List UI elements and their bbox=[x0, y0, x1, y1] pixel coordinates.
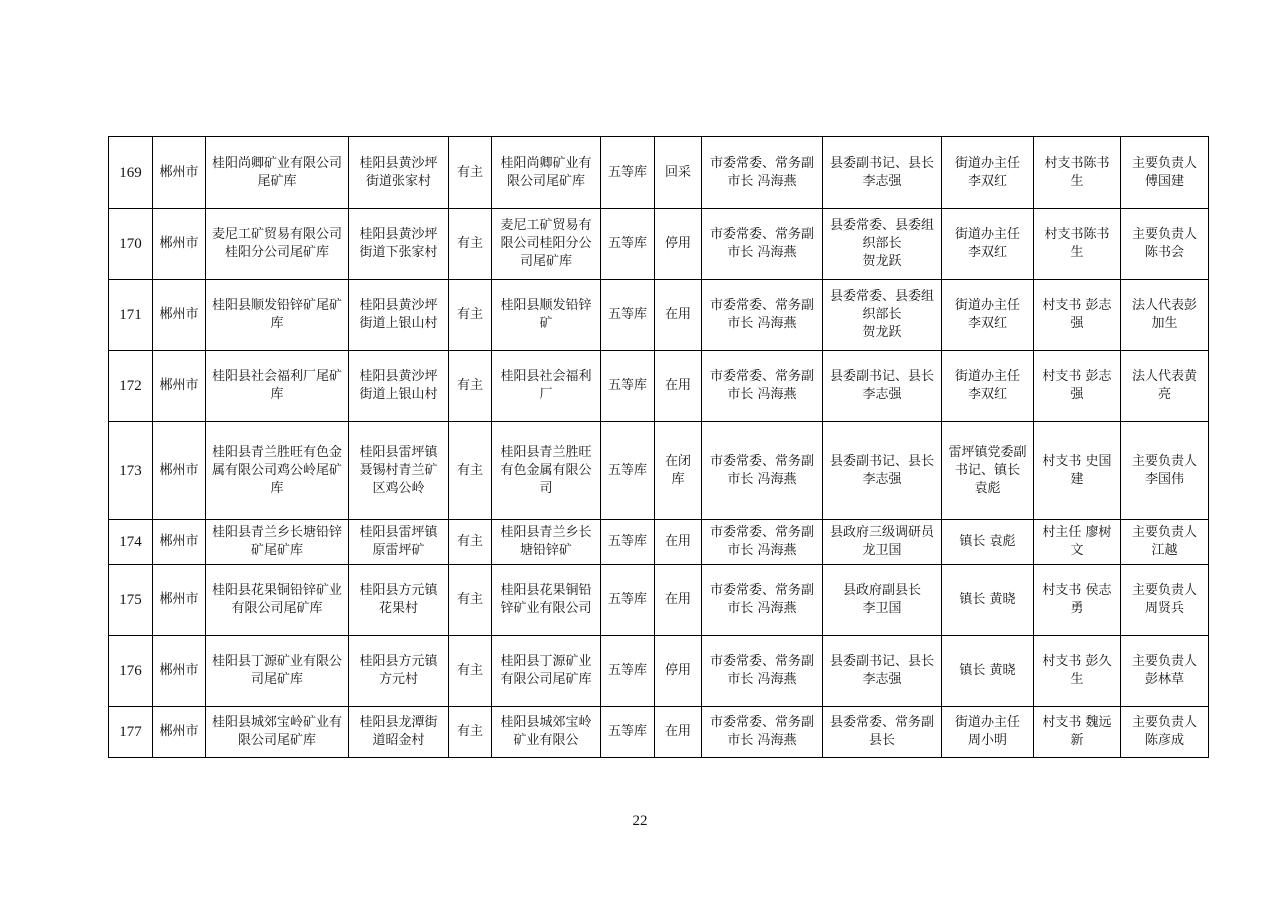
row-number: 174 bbox=[109, 520, 153, 565]
enterprise-cell: 桂阳尚卿矿业有限公司尾矿库 bbox=[492, 137, 601, 209]
grade-cell: 五等库 bbox=[601, 209, 655, 280]
township-responsible-cell: 街道办主任 李双红 bbox=[942, 351, 1034, 422]
municipal-responsible-cell: 市委常委、常务副市长 冯海燕 bbox=[702, 520, 823, 565]
county-responsible-cell: 县委副书记、县长 李志强 bbox=[823, 137, 942, 209]
city-cell: 郴州市 bbox=[153, 636, 206, 707]
village-responsible-cell: 村支书陈书生 bbox=[1034, 209, 1121, 280]
township-responsible-cell: 街道办主任 李双红 bbox=[942, 137, 1034, 209]
status-cell: 回采 bbox=[655, 137, 702, 209]
table-row bbox=[109, 137, 1209, 209]
ownership-cell: 有主 bbox=[449, 209, 492, 280]
village-responsible-cell: 村主任 廖树文 bbox=[1034, 520, 1121, 565]
enterprise-cell: 桂阳县青兰胜旺有色金属有限公司 bbox=[492, 422, 601, 520]
status-cell: 在用 bbox=[655, 351, 702, 422]
enterprise-cell: 桂阳县顺发铅锌矿 bbox=[492, 280, 601, 351]
grade-cell: 五等库 bbox=[601, 422, 655, 520]
tailings-pond-name-cell: 桂阳县城郊宝岭矿业有限公司尾矿库 bbox=[206, 707, 349, 758]
row-number: 172 bbox=[109, 351, 153, 422]
enterprise-cell: 桂阳县社会福利厂 bbox=[492, 351, 601, 422]
location-cell: 桂阳县黄沙坪街道张家村 bbox=[349, 137, 449, 209]
county-responsible-cell: 县委常委、常务副县长 bbox=[823, 707, 942, 758]
row-number: 169 bbox=[109, 137, 153, 209]
row-number: 170 bbox=[109, 209, 153, 280]
grade-cell: 五等库 bbox=[601, 636, 655, 707]
tailings-pond-name-cell: 桂阳县顺发铅锌矿尾矿库 bbox=[206, 280, 349, 351]
city-cell: 郴州市 bbox=[153, 209, 206, 280]
township-responsible-cell: 镇长 黄晓 bbox=[942, 565, 1034, 636]
enterprise-cell: 桂阳县花果铜铅锌矿业有限公司 bbox=[492, 565, 601, 636]
village-responsible-cell: 村支书 侯志勇 bbox=[1034, 565, 1121, 636]
city-cell: 郴州市 bbox=[153, 565, 206, 636]
county-responsible-cell: 县委常委、县委组织部长 贺龙跃 bbox=[823, 280, 942, 351]
village-responsible-cell: 村支书 彭志强 bbox=[1034, 351, 1121, 422]
village-responsible-cell: 村支书 魏远新 bbox=[1034, 707, 1121, 758]
ownership-cell: 有主 bbox=[449, 565, 492, 636]
municipal-responsible-cell: 市委常委、常务副市长 冯海燕 bbox=[702, 280, 823, 351]
location-cell: 桂阳县方元镇方元村 bbox=[349, 636, 449, 707]
ownership-cell: 有主 bbox=[449, 137, 492, 209]
county-responsible-cell: 县政府三级调研员 龙卫国 bbox=[823, 520, 942, 565]
status-cell: 在用 bbox=[655, 280, 702, 351]
grade-cell: 五等库 bbox=[601, 351, 655, 422]
location-cell: 桂阳县黄沙坪街道上银山村 bbox=[349, 351, 449, 422]
table-row bbox=[109, 636, 1209, 707]
status-cell: 停用 bbox=[655, 636, 702, 707]
tailings-pond-name-cell: 桂阳尚卿矿业有限公司尾矿库 bbox=[206, 137, 349, 209]
enterprise-cell: 桂阳县丁源矿业有限公司尾矿库 bbox=[492, 636, 601, 707]
city-cell: 郴州市 bbox=[153, 520, 206, 565]
tailings-pond-name-cell: 桂阳县青兰胜旺有色金属有限公司鸡公岭尾矿库 bbox=[206, 422, 349, 520]
county-responsible-cell: 县政府副县长 李卫国 bbox=[823, 565, 942, 636]
city-cell: 郴州市 bbox=[153, 707, 206, 758]
county-responsible-cell: 县委常委、县委组织部长 贺龙跃 bbox=[823, 209, 942, 280]
status-cell: 在用 bbox=[655, 565, 702, 636]
table-row bbox=[109, 520, 1209, 565]
grade-cell: 五等库 bbox=[601, 707, 655, 758]
grade-cell: 五等库 bbox=[601, 137, 655, 209]
status-cell: 在用 bbox=[655, 707, 702, 758]
table-row bbox=[109, 209, 1209, 280]
enterprise-responsible-cell: 主要负责人 彭林草 bbox=[1121, 636, 1209, 707]
tailings-pond-name-cell: 桂阳县丁源矿业有限公司尾矿库 bbox=[206, 636, 349, 707]
village-responsible-cell: 村支书 彭志强 bbox=[1034, 280, 1121, 351]
ownership-cell: 有主 bbox=[449, 636, 492, 707]
status-cell: 在闭库 bbox=[655, 422, 702, 520]
location-cell: 桂阳县雷坪镇聂锡村青兰矿区鸡公岭 bbox=[349, 422, 449, 520]
enterprise-responsible-cell: 主要负责人 陈彦成 bbox=[1121, 707, 1209, 758]
county-responsible-cell: 县委副书记、县长 李志强 bbox=[823, 636, 942, 707]
municipal-responsible-cell: 市委常委、常务副市长 冯海燕 bbox=[702, 422, 823, 520]
village-responsible-cell: 村支书陈书生 bbox=[1034, 137, 1121, 209]
enterprise-responsible-cell: 主要负责人 江越 bbox=[1121, 520, 1209, 565]
township-responsible-cell: 镇长 袁彪 bbox=[942, 520, 1034, 565]
table-row bbox=[109, 280, 1209, 351]
table-row bbox=[109, 422, 1209, 520]
ownership-cell: 有主 bbox=[449, 351, 492, 422]
municipal-responsible-cell: 市委常委、常务副市长 冯海燕 bbox=[702, 351, 823, 422]
row-number: 177 bbox=[109, 707, 153, 758]
enterprise-cell: 桂阳县城郊宝岭矿业有限公 bbox=[492, 707, 601, 758]
township-responsible-cell: 街道办主任 李双红 bbox=[942, 209, 1034, 280]
tailings-pond-name-cell: 桂阳县青兰乡长塘铅锌矿尾矿库 bbox=[206, 520, 349, 565]
ownership-cell: 有主 bbox=[449, 422, 492, 520]
row-number: 175 bbox=[109, 565, 153, 636]
ownership-cell: 有主 bbox=[449, 707, 492, 758]
tailings-pond-name-cell: 麦尼工矿贸易有限公司桂阳分公司尾矿库 bbox=[206, 209, 349, 280]
township-responsible-cell: 雷坪镇党委副书记、镇长 袁彪 bbox=[942, 422, 1034, 520]
township-responsible-cell: 镇长 黄晓 bbox=[942, 636, 1034, 707]
enterprise-responsible-cell: 主要负责人 傅国建 bbox=[1121, 137, 1209, 209]
tailings-pond-name-cell: 桂阳县花果铜铅锌矿业有限公司尾矿库 bbox=[206, 565, 349, 636]
municipal-responsible-cell: 市委常委、常务副市长 冯海燕 bbox=[702, 707, 823, 758]
status-cell: 在用 bbox=[655, 520, 702, 565]
county-responsible-cell: 县委副书记、县长 李志强 bbox=[823, 351, 942, 422]
location-cell: 桂阳县方元镇花果村 bbox=[349, 565, 449, 636]
enterprise-cell: 桂阳县青兰乡长塘铅锌矿 bbox=[492, 520, 601, 565]
city-cell: 郴州市 bbox=[153, 351, 206, 422]
enterprise-cell: 麦尼工矿贸易有限公司桂阳分公司尾矿库 bbox=[492, 209, 601, 280]
village-responsible-cell: 村支书 彭久生 bbox=[1034, 636, 1121, 707]
enterprise-responsible-cell: 法人代表黄亮 bbox=[1121, 351, 1209, 422]
row-number: 173 bbox=[109, 422, 153, 520]
table-row bbox=[109, 351, 1209, 422]
grade-cell: 五等库 bbox=[601, 280, 655, 351]
city-cell: 郴州市 bbox=[153, 137, 206, 209]
grade-cell: 五等库 bbox=[601, 520, 655, 565]
location-cell: 桂阳县雷坪镇原雷坪矿 bbox=[349, 520, 449, 565]
table-row bbox=[109, 565, 1209, 636]
grade-cell: 五等库 bbox=[601, 565, 655, 636]
county-responsible-cell: 县委副书记、县长 李志强 bbox=[823, 422, 942, 520]
enterprise-responsible-cell: 法人代表彭加生 bbox=[1121, 280, 1209, 351]
city-cell: 郴州市 bbox=[153, 280, 206, 351]
ownership-cell: 有主 bbox=[449, 520, 492, 565]
location-cell: 桂阳县黄沙坪街道下张家村 bbox=[349, 209, 449, 280]
enterprise-responsible-cell: 主要负责人 李国伟 bbox=[1121, 422, 1209, 520]
row-number: 171 bbox=[109, 280, 153, 351]
municipal-responsible-cell: 市委常委、常务副市长 冯海燕 bbox=[702, 565, 823, 636]
village-responsible-cell: 村支书 史国建 bbox=[1034, 422, 1121, 520]
location-cell: 桂阳县黄沙坪街道上银山村 bbox=[349, 280, 449, 351]
ownership-cell: 有主 bbox=[449, 280, 492, 351]
page-number: 22 bbox=[632, 813, 648, 829]
municipal-responsible-cell: 市委常委、常务副市长 冯海燕 bbox=[702, 137, 823, 209]
township-responsible-cell: 街道办主任 李双红 bbox=[942, 280, 1034, 351]
tailings-pond-table bbox=[108, 136, 1209, 758]
status-cell: 停用 bbox=[655, 209, 702, 280]
city-cell: 郴州市 bbox=[153, 422, 206, 520]
tailings-pond-name-cell: 桂阳县社会福利厂尾矿库 bbox=[206, 351, 349, 422]
location-cell: 桂阳县龙潭街道昭金村 bbox=[349, 707, 449, 758]
enterprise-responsible-cell: 主要负责人 陈书会 bbox=[1121, 209, 1209, 280]
enterprise-responsible-cell: 主要负责人 周贤兵 bbox=[1121, 565, 1209, 636]
row-number: 176 bbox=[109, 636, 153, 707]
table-row bbox=[109, 707, 1209, 758]
township-responsible-cell: 街道办主任 周小明 bbox=[942, 707, 1034, 758]
municipal-responsible-cell: 市委常委、常务副市长 冯海燕 bbox=[702, 209, 823, 280]
municipal-responsible-cell: 市委常委、常务副市长 冯海燕 bbox=[702, 636, 823, 707]
